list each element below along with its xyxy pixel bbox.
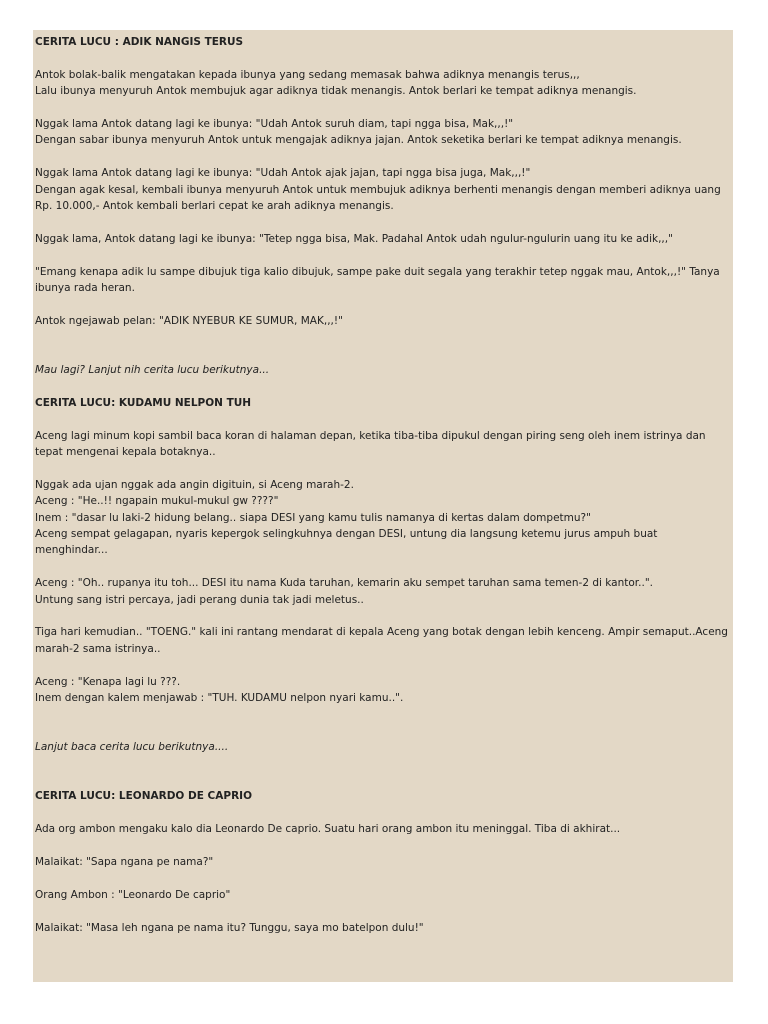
story-title: CERITA LUCU: KUDAMU NELPON TUH (35, 396, 252, 409)
paragraph-line: Antok ngejawab pelan: "ADIK NYEBUR KE SUMUR, MAK,,,!" (35, 314, 343, 327)
paragraph (35, 674, 731, 707)
paragraph (35, 231, 731, 247)
paragraph (35, 165, 731, 214)
paragraph-line: Nggak lama, Antok datang lagi ke ibunya: "Tetep ngga bisa, Mak. Padahal Antok udah ngulur-ngulurin uang itu ke adik,,," (35, 232, 673, 245)
paragraph-line: Dengan agak kesal, kembali ibunya menyuruh Antok untuk membujuk adiknya berhenti menangis dengan memberi adiknya uang Rp. 10.000,- Antok kembali berlari cepat ke arah adiknya menangis. (35, 183, 721, 213)
paragraph (35, 67, 731, 100)
paragraph-line: Inem : "dasar lu laki-2 hidung belang.. siapa DESI yang kamu tulis namanya di kertas dalam dompetmu?" (35, 511, 591, 524)
paragraph (35, 920, 731, 936)
paragraph-line: Nggak lama Antok datang lagi ke ibunya: "Udah Antok suruh diam, tapi ngga bisa, Mak,,,!" (35, 118, 514, 130)
paragraph (35, 854, 731, 870)
continue-link-text: Mau lagi? Lanjut nih cerita lucu berikutnya... (35, 364, 270, 376)
paragraph (35, 264, 731, 297)
paragraph (35, 575, 731, 608)
spacer (35, 346, 731, 362)
document-content (33, 30, 733, 936)
paragraph-line: Untung sang istri percaya, jadi perang dunia tak jadi meletus.. (35, 593, 364, 606)
paragraph (35, 624, 731, 657)
paragraph-line: Malaikat: "Sapa ngana pe nama?" (35, 856, 214, 868)
paragraph-line: "Emang kenapa adik lu sampe dibujuk tiga kalio dibujuk, sampe pake duit segala yang terakhir tetep nggak mau, Antok,,,!" Tanya ibunya rada heran. (35, 265, 720, 295)
paragraph-line: Dengan sabar ibunya menyuruh Antok untuk mengajak adiknya jajan. Antok seketika berlari ke tempat adiknya menangis. (35, 134, 682, 147)
document-panel (33, 30, 733, 982)
paragraph-line: Antok bolak-balik mengatakan kepada ibunya yang sedang memasak bahwa adiknya menangis terus,,, (35, 68, 580, 81)
paragraph-line: Orang Ambon : "Leonardo De caprio" (35, 888, 231, 901)
paragraph-line: Aceng lagi minum kopi sambil baca koran di halaman depan, ketika tiba-tiba dipukul dengan piring seng oleh inem istrinya dan tepat mengenai kepala botaknya.. (35, 429, 706, 458)
paragraph-line: Nggak lama Antok datang lagi ke ibunya: "Udah Antok ajak jajan, tapi ngga bisa juga, Mak,,,!" (35, 167, 531, 180)
paragraph-line: Aceng : "He..!! ngapain mukul-mukul gw ????" (35, 495, 279, 508)
paragraph-line: Nggak ada ujan nggak ada angin digituin, si Aceng marah-2. (35, 478, 354, 491)
spacer (35, 772, 731, 788)
continue-link-text: Lanjut baca cerita lucu berikutnya.... (35, 741, 229, 754)
paragraph (35, 313, 731, 329)
paragraph (35, 887, 731, 903)
story-title: CERITA LUCU: LEONARDO DE CAPRIO (35, 790, 253, 803)
paragraph-line: Inem dengan kalem menjawab : "TUH. KUDAMU nelpon nyari kamu..". (35, 692, 404, 705)
story-title: CERITA LUCU : ADIK NANGIS TERUS (35, 36, 244, 48)
paragraph-line: Aceng sempat gelagapan, nyaris kepergok selingkuhnya dengan DESI, untung dia langsung ketemu jurus ampuh buat menghindar... (35, 528, 658, 557)
paragraph-line: Ada org ambon mengaku kalo dia Leonardo De caprio. Suatu hari orang ambon itu meninggal. Tiba di akhirat... (35, 823, 621, 836)
paragraph-line: Aceng : "Kenapa lagi lu ???. (35, 675, 181, 688)
paragraph-line: Malaikat: "Masa leh ngana pe nama itu? Tunggu, saya mo batelpon dulu!" (35, 921, 424, 934)
paragraph-line: Lalu ibunya menyuruh Antok membujuk agar adiknya tidak menangis. Antok berlari ke tempat adiknya menangis. (35, 85, 637, 98)
paragraph (35, 477, 731, 559)
paragraph (35, 821, 731, 837)
paragraph (35, 428, 731, 461)
paragraph-line: Aceng : "Oh.. rupanya itu toh... DESI itu nama Kuda taruhan, kemarin aku sempet taruhan sama temen-2 di kantor..". (35, 577, 653, 590)
spacer (35, 723, 731, 739)
paragraph (35, 116, 731, 149)
paragraph-line: Tiga hari kemudian.. "TOENG." kali ini rantang mendarat di kepala Aceng yang botak dengan lebih kenceng. Ampir semaput..Aceng marah-2 sama istrinya.. (35, 626, 728, 655)
